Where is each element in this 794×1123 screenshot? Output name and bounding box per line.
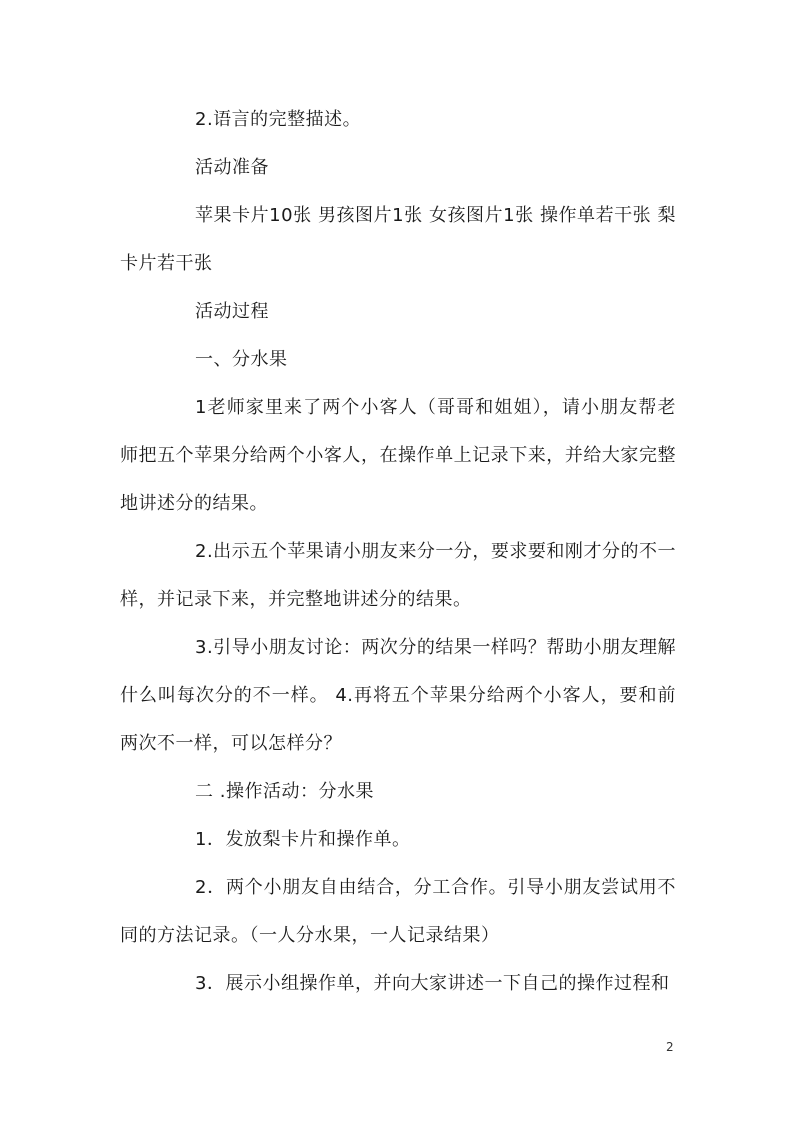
paragraph-materials: 苹果卡片10张 男孩图片1张 女孩图片1张 操作单若干张 梨卡片若干张: [120, 205, 676, 274]
heading-section-one: 一、分水果: [195, 349, 288, 370]
heading-activity-preparation: 活动准备: [195, 157, 269, 178]
page-number: 2: [666, 1040, 674, 1054]
paragraph-goal-2: 2.语言的完整描述。: [195, 109, 362, 130]
heading-activity-process: 活动过程: [195, 301, 269, 322]
paragraph-step-2: 2.出示五个苹果请小朋友来分一分，要求要和刚才分的不一样，并记录下来，并完整地讲述分的结果。: [120, 541, 676, 610]
paragraph-op-step-1: 1．发放梨卡片和操作单。: [195, 829, 411, 850]
heading-section-two: 二 .操作活动：分水果: [195, 781, 374, 802]
paragraph-step-1: 1老师家里来了两个小客人（哥哥和姐姐），请小朋友帮老师把五个苹果分给两个小客人，在操作单上记录下来，并给大家完整地讲述分的结果。: [120, 397, 676, 514]
paragraph-op-step-2: 2．两个小朋友自由结合，分工合作。引导小朋友尝试用不同的方法记录。（一人分水果，一人记录结果）: [120, 877, 676, 946]
paragraph-op-step-3: 3．展示小组操作单，并向大家讲述一下自己的操作过程和: [195, 973, 670, 994]
document-body: [120, 96, 676, 1008]
paragraph-step-3-4: 3.引导小朋友讨论：两次分的结果一样吗？帮助小朋友理解什么叫每次分的不一样。 4.再将五个苹果分给两个小客人，要和前两次不一样，可以怎样分？: [120, 637, 676, 754]
